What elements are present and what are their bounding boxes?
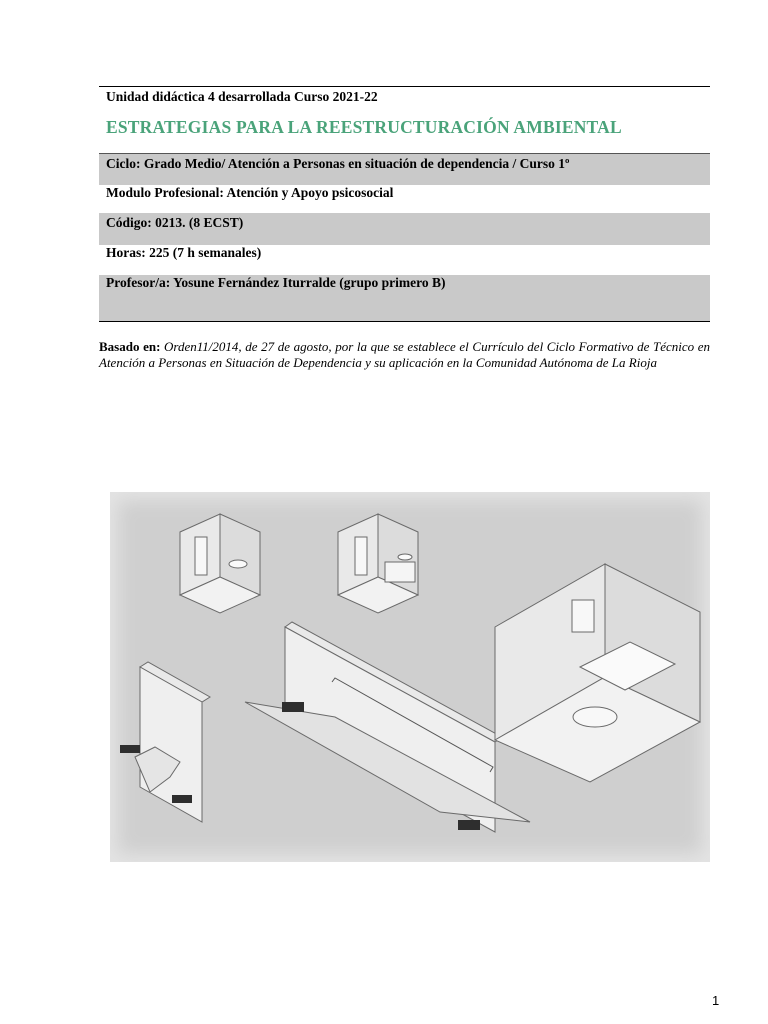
- basis-label: Basado en:: [99, 339, 161, 354]
- profesor-text: Profesor/a: Yosune Fernández Iturralde (grupo primero B): [106, 275, 446, 290]
- bathroom-1-drawing: [180, 514, 260, 613]
- profesor-row: [99, 275, 710, 321]
- horas-text: Horas: 225 (7 h semanales): [106, 245, 262, 260]
- unit-label: Unidad didáctica 4 desarrollada Curso 2021-22: [106, 89, 378, 104]
- title-text: ESTRATEGIAS PARA LA REESTRUCTURACIÓN AMBIENTAL: [106, 117, 622, 137]
- basis-text: Orden11/2014, de 27 de agosto, por la que se establece el Currículo del Ciclo Formativo de Técnico en Atención a Personas en Situación de Dependencia y su aplicación en la Comunidad Autónoma de La Rioja: [99, 339, 710, 370]
- codigo-text: Código: 0213. (8 ECST): [106, 215, 244, 230]
- modulo-row: [99, 185, 710, 213]
- stairs-drawing: [120, 662, 210, 822]
- ciclo-row: [99, 153, 710, 185]
- ciclo-text: Ciclo: Grado Medio/ Atención a Personas en situación de dependencia / Curso 1º: [106, 156, 570, 171]
- legal-basis-paragraph: [99, 339, 710, 371]
- document-title: [99, 115, 710, 153]
- horas-row: [99, 245, 710, 275]
- bathroom-2-drawing: [338, 514, 418, 613]
- ramp-drawing: [245, 622, 530, 832]
- page-number: 1: [712, 993, 720, 1008]
- accessible-spaces-illustration: [110, 492, 710, 862]
- unit-row: [99, 87, 710, 115]
- codigo-row: [99, 213, 710, 245]
- isometric-rooms-drawing: [110, 492, 710, 862]
- course-header-table: [99, 86, 710, 322]
- modulo-text: Modulo Profesional: Atención y Apoyo psicosocial: [106, 185, 394, 200]
- bedroom-drawing: [495, 564, 700, 782]
